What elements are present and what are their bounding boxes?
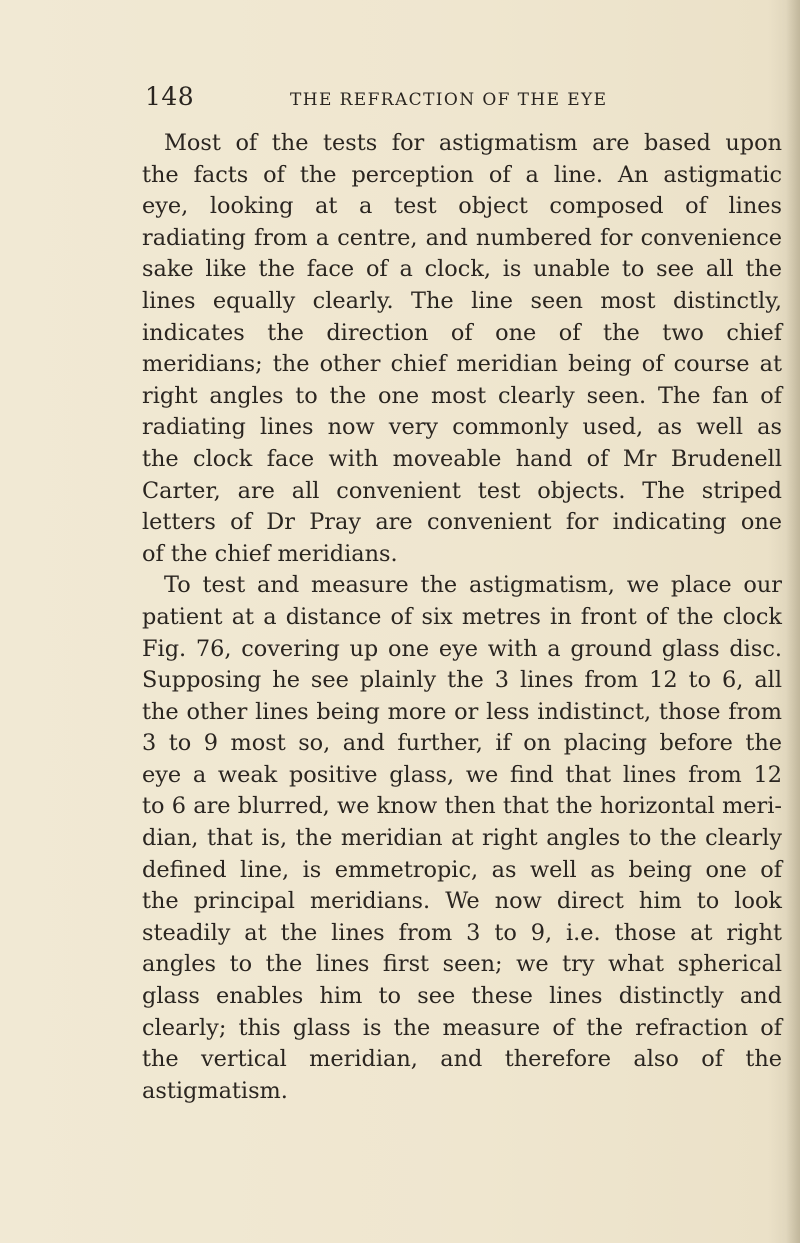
text-line: To test and measure the astigmatism, we place our xyxy=(164,572,782,599)
text-line: radiating lines now very commonly used, as well as xyxy=(142,414,782,441)
text-line: clearly; this glass is the measure of the refraction of xyxy=(142,1014,782,1041)
text-line: the other lines being more or less indistinct, those from xyxy=(142,698,782,725)
text-line: of the chief meridians. xyxy=(142,540,398,567)
text-line: Fig. 76, covering up one eye with a ground glass disc. xyxy=(142,635,782,662)
text-line: Most of the tests for astigmatism are based upon xyxy=(164,130,782,156)
text-line: the principal meridians. We now direct him to look xyxy=(142,888,782,915)
text-line: lines equally clearly. The line seen most distinctly, xyxy=(142,287,782,314)
text-line: indicates the direction of one of the two chief xyxy=(142,319,782,346)
page-edge-shadow xyxy=(786,0,800,1243)
text-line: angles to the lines first seen; we try what spherical xyxy=(142,951,782,978)
text-line: defined line, is emmetropic, as well as being one of xyxy=(142,856,782,883)
text-line: astigmatism. xyxy=(142,1077,288,1104)
page-number: 148 xyxy=(145,82,195,111)
text-line: eye a weak positive glass, we find that lines from 12 xyxy=(142,761,782,788)
text-line: the facts of the perception of a line. An astigmatic xyxy=(142,161,782,188)
text-line: the clock face with moveable hand of Mr Brudenell xyxy=(142,445,782,472)
text-line: 3 to 9 most so, and further, if on placing before the xyxy=(142,730,782,757)
text-line: Supposing he see plainly the 3 lines from 12 to 6, all xyxy=(142,667,782,694)
body-text xyxy=(142,128,782,1107)
text-line: meridians; the other chief meridian being of course at xyxy=(142,351,782,378)
text-line: to 6 are blurred, we know then that the horizontal meri- xyxy=(142,793,782,820)
text-line: radiating from a centre, and numbered for convenience xyxy=(142,224,782,251)
text-line: the vertical meridian, and therefore also of the xyxy=(142,1046,782,1073)
text-line: glass enables him to see these lines distinctly and xyxy=(142,983,782,1010)
text-line: right angles to the one most clearly seen. The fan of xyxy=(142,382,782,409)
running-title: THE REFRACTION OF THE EYE xyxy=(290,90,608,110)
text-line: dian, that is, the meridian at right angles to the clearly xyxy=(142,825,782,852)
text-line: letters of Dr Pray are convenient for indicating one xyxy=(142,509,782,536)
running-head xyxy=(145,82,635,116)
text-line: steadily at the lines from 3 to 9, i.e. those at right xyxy=(142,919,782,946)
text-line: patient at a distance of six metres in front of the clock xyxy=(142,603,782,630)
text-line: sake like the face of a clock, is unable to see all the xyxy=(142,256,782,283)
text-line: Carter, are all convenient test objects. The striped xyxy=(142,477,782,504)
text-line: eye, looking at a test object composed of lines xyxy=(142,193,782,220)
